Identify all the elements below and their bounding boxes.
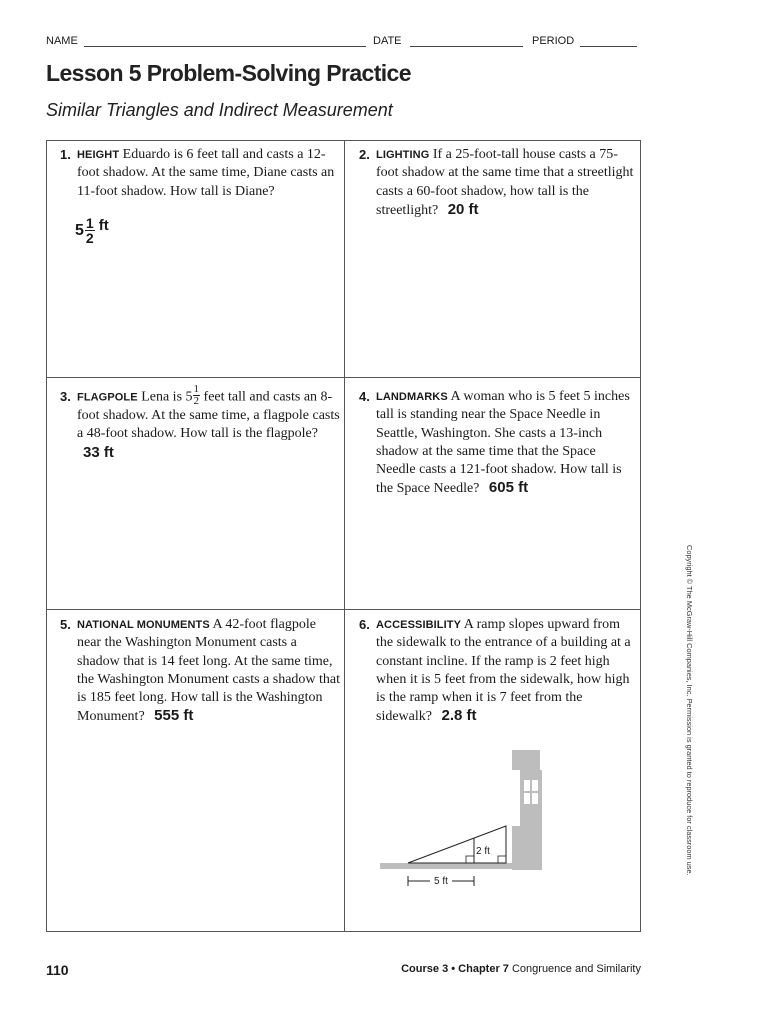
date-label: DATE bbox=[373, 35, 402, 47]
period-blank-line bbox=[580, 46, 637, 47]
problem-2 bbox=[359, 146, 635, 220]
page-title: Lesson 5 Problem-Solving Practice bbox=[46, 60, 411, 86]
answer-numerator: 1 bbox=[85, 215, 94, 231]
problem-keyword: FLAGPOLE bbox=[77, 391, 138, 404]
problem-text: A woman who is 5 feet 5 inches tall is standing near the Space Needle in Seattle, Washington. She casts a 13-inch shadow at the same time that the Space Needle casts a 121-foot shadow. How tall is the Space Needle? bbox=[376, 389, 630, 497]
problem-number: 4. bbox=[359, 389, 370, 404]
problem-text: A 42-foot flagpole near the Washington Monument casts a shadow that is 14 feet long. At the same time, the Washington Monument casts a shadow that is 185 feet long. How tall is the Washington Monument? bbox=[77, 617, 341, 725]
grid-divider-vertical bbox=[344, 141, 345, 931]
problem-number: 6. bbox=[359, 617, 370, 632]
student-info-header bbox=[46, 34, 646, 50]
problem-text-end: feet tall and casts an 8-foot shadow. At the same time, a flagpole casts a 48-foot shadow. How tall is the flagpole? bbox=[77, 389, 340, 442]
fraction-denominator: 2 bbox=[193, 395, 200, 407]
problem-4 bbox=[359, 388, 637, 499]
chapter-name: Chapter 7 bbox=[458, 963, 509, 975]
problem-text: Eduardo is 6 feet tall and casts a 12-foot shadow. At the same time, Diane casts an 11-foot shadow. How tall is Diane? bbox=[77, 147, 335, 199]
problem-answer: 20 ft bbox=[447, 200, 479, 218]
answer-unit: ft bbox=[98, 217, 109, 234]
problem-keyword: HEIGHT bbox=[77, 149, 120, 161]
answer-fraction bbox=[85, 216, 95, 245]
problem-6 bbox=[359, 616, 635, 727]
problem-number: 5. bbox=[60, 617, 71, 632]
grid-divider-row-1 bbox=[47, 377, 640, 378]
ground-sidewalk bbox=[380, 863, 542, 869]
ramp-diagram bbox=[378, 750, 544, 888]
page-subtitle: Similar Triangles and Indirect Measurement bbox=[46, 100, 393, 120]
problem-number: 1. bbox=[60, 147, 71, 162]
problem-answer: 2.8 ft bbox=[441, 707, 477, 725]
answer-denominator: 2 bbox=[85, 230, 94, 246]
course-footer bbox=[401, 963, 641, 975]
problem-text: If a 25-foot-tall house casts a 75-foot shadow at the same time that a streetlight casts a 60-foot shadow, how tall is the streetlight? bbox=[376, 147, 634, 218]
problem-keyword: NATIONAL MONUMENTS bbox=[77, 619, 210, 631]
name-blank-line bbox=[84, 46, 366, 47]
ramp-triangle bbox=[408, 826, 506, 863]
inline-fraction bbox=[193, 384, 201, 407]
problem-text: A ramp slopes upward from the sidewalk to the entrance of a building at a constant incline. If the ramp is 2 feet high when it is 5 feet from the sidewalk, how high is the ramp when it is 7 feet from the sidewalk? bbox=[376, 617, 631, 725]
problem-3 bbox=[60, 383, 342, 463]
problem-keyword: ACCESSIBILITY bbox=[376, 619, 462, 631]
period-label: PERIOD bbox=[532, 35, 575, 47]
problem-number: 2. bbox=[359, 147, 370, 162]
answer-whole: 5 bbox=[75, 221, 84, 239]
building-door-gap bbox=[512, 770, 520, 826]
name-label: NAME bbox=[46, 35, 78, 47]
problem-keyword: LANDMARKS bbox=[376, 391, 448, 403]
problem-number: 3. bbox=[60, 389, 71, 404]
problem-answer: 605 ft bbox=[488, 479, 529, 497]
problem-1 bbox=[60, 146, 342, 201]
problem-answer: 555 ft bbox=[154, 707, 194, 725]
problem-grid bbox=[46, 140, 641, 932]
course-name: Course 3 bbox=[401, 963, 449, 975]
date-blank-line bbox=[410, 46, 523, 47]
grid-divider-row-2 bbox=[47, 609, 640, 610]
footer-separator: • bbox=[451, 963, 456, 975]
copyright-text: Copyright © The McGraw-Hill Companies, Inc. Permission is granted to reproduce for classroom use. bbox=[685, 545, 694, 876]
copyright-note bbox=[682, 545, 696, 880]
problem-1-answer bbox=[75, 216, 109, 245]
page-number: 110 bbox=[46, 962, 69, 978]
fraction-numerator: 1 bbox=[193, 383, 200, 395]
height-label: 2 ft bbox=[476, 846, 490, 857]
problem-answer: 33 ft bbox=[83, 443, 114, 461]
chapter-title: Congruence and Similarity bbox=[511, 963, 641, 975]
building-roof bbox=[512, 750, 540, 770]
problem-keyword: LIGHTING bbox=[376, 149, 430, 161]
building-illustration bbox=[512, 750, 542, 870]
problem-text-start: Lena is 5 bbox=[141, 389, 193, 405]
problem-5 bbox=[60, 616, 342, 727]
base-label: 5 ft bbox=[434, 876, 448, 887]
